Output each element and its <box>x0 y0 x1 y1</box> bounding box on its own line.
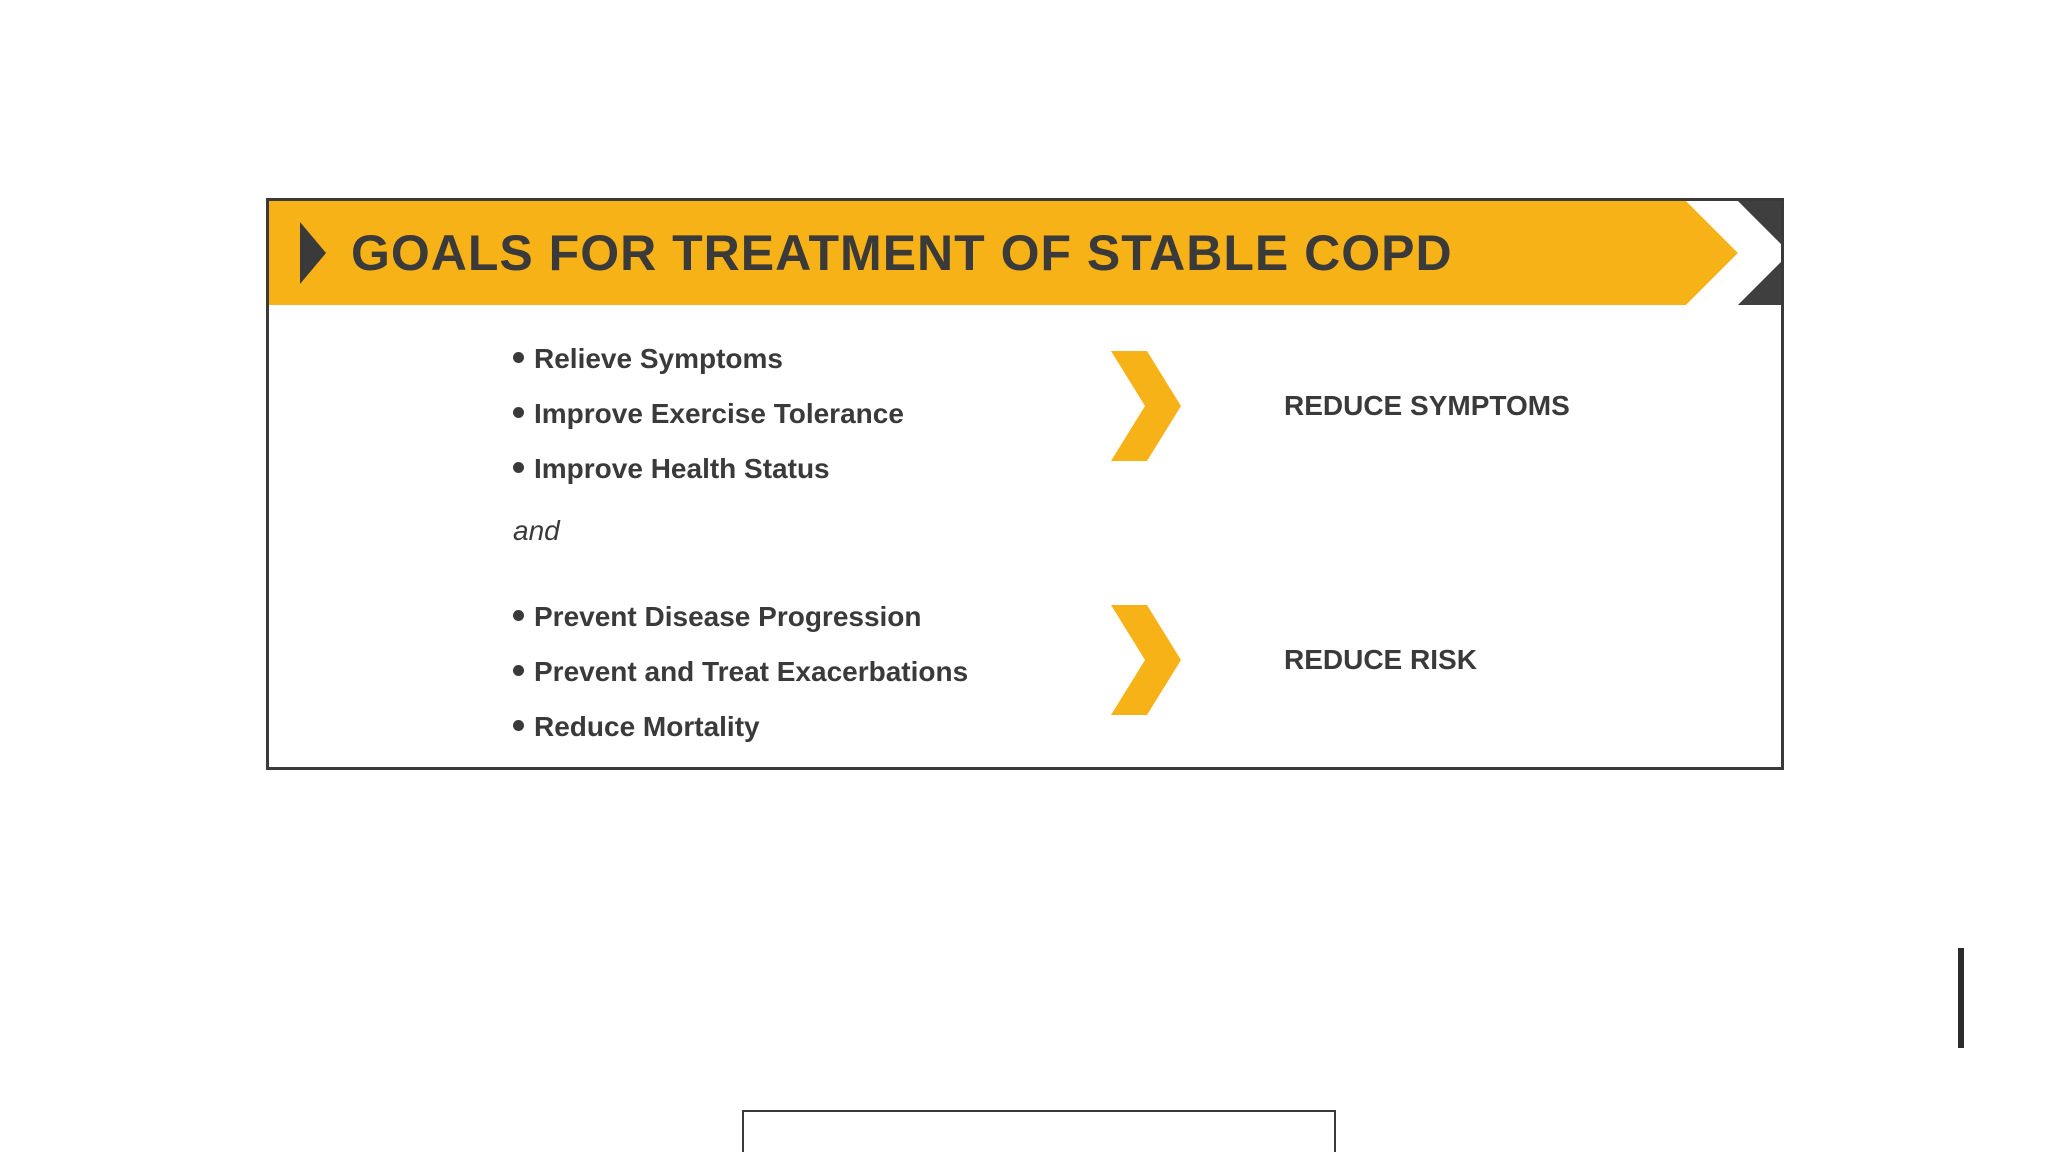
bullet-icon <box>513 720 524 731</box>
risk-goal-list <box>513 589 968 754</box>
list-item <box>513 331 904 386</box>
banner-title: GOALS FOR TREATMENT OF STABLE COPD <box>351 225 1453 281</box>
list-item-label: Prevent and Treat Exacerbations <box>534 656 969 687</box>
bullet-icon <box>513 352 524 363</box>
list-item-label: Improve Health Status <box>534 453 830 484</box>
chevron-right-icon <box>1111 605 1181 715</box>
list-item <box>513 644 968 699</box>
list-item <box>513 699 968 754</box>
footer-box <box>742 1110 1336 1152</box>
list-item-label: Reduce Mortality <box>534 711 760 742</box>
bullet-icon <box>513 407 524 418</box>
side-marker-bar <box>1958 948 1964 1048</box>
symptoms-goal-list <box>513 331 904 496</box>
outcome-reduce-symptoms: REDUCE SYMPTOMS <box>1284 390 1570 421</box>
list-item-label: Relieve Symptoms <box>534 343 783 374</box>
outcome-reduce-risk: REDUCE RISK <box>1284 644 1477 675</box>
list-item-label: Improve Exercise Tolerance <box>534 398 904 429</box>
list-item <box>513 441 904 496</box>
list-item-label: Prevent Disease Progression <box>534 601 922 632</box>
bullet-icon <box>513 462 524 473</box>
bullet-icon <box>513 665 524 676</box>
chevron-right-icon <box>1111 351 1181 461</box>
list-item <box>513 386 904 441</box>
bullet-icon <box>513 610 524 621</box>
list-item <box>513 589 968 644</box>
goals-panel <box>266 198 1784 770</box>
connector-text: and <box>513 515 560 546</box>
